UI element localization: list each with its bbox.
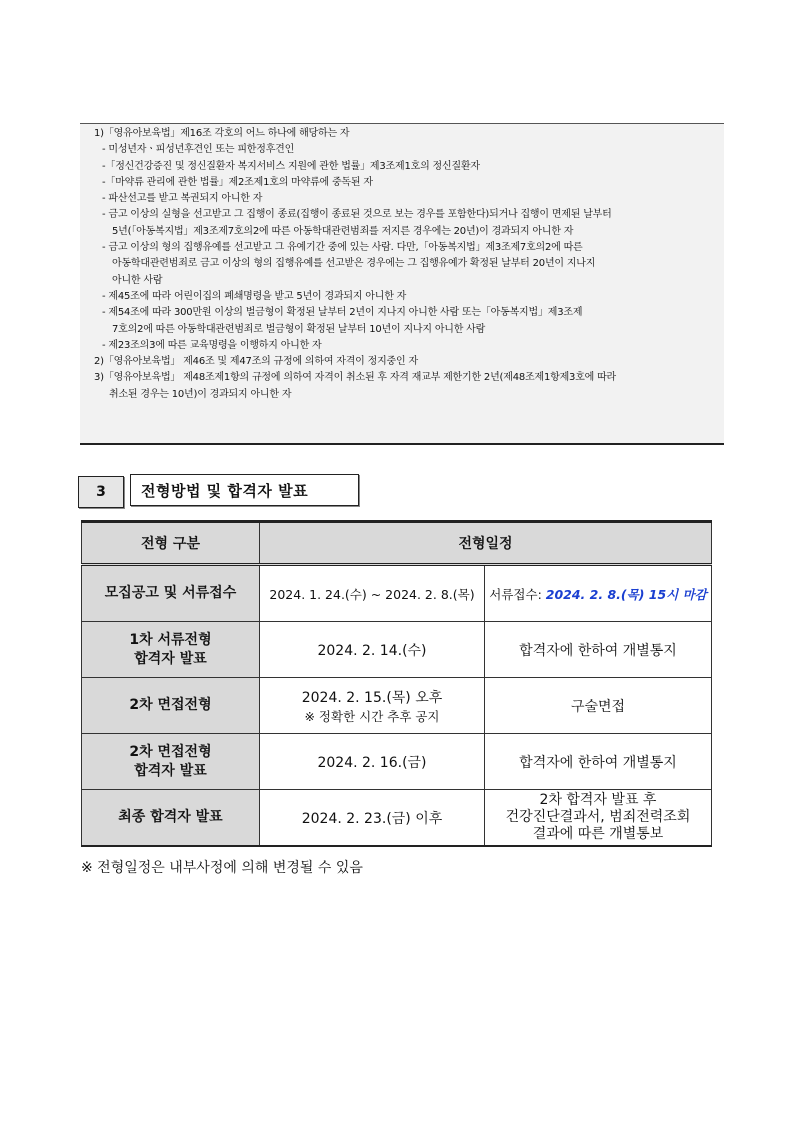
row-note [485,565,712,622]
date-line: 2024. 2. 15.(목) 오후 [301,689,443,706]
row-label: 2차 면접전형 [82,678,260,734]
table-row [82,790,712,847]
note-line: - 미성년자ㆍ피성년후견인 또는 피한정후견인 [102,144,295,156]
note-line: 아동학대관련범죄로 금고 이상의 형의 집행유예를 선고받은 경우에는 그 집행유예가 확정된 날부터 20년이 지나지 [112,258,596,270]
note-line: - 제45조에 따라 어린이집의 폐쇄명령을 받고 5년이 경과되지 아니한 자 [102,290,407,302]
section-number: 3 [78,476,124,508]
table-row [82,734,712,790]
note-line: 7호의2에 따른 아동학대관련범죄로 벌금형이 확정된 날부터 10년이 지나지 아니한 사람 [112,323,486,335]
row-date: 2024. 2. 23.(금) 이후 [260,790,485,847]
note-line: -「정신건강증진 및 정신질환자 복지서비스 지원에 관한 법률」제3조제1호의 정신질환자 [102,160,480,172]
row-date: 2024. 2. 14.(수) [260,622,485,678]
row-note: 구술면접 [485,678,712,734]
note-line: - 제23조의3에 따른 교육명령을 이행하지 아니한 자 [102,339,322,351]
deadline-highlight: 2024. 2. 8.(목) 15시 마감 [545,586,707,602]
label-line: 1차 서류전형 [129,631,212,648]
row-label [82,734,260,790]
row-date: 2024. 1. 24.(수) ~ 2024. 2. 8.(목) [260,565,485,622]
row-date [260,678,485,734]
schedule-table [81,520,712,847]
table-row [82,622,712,678]
header-schedule: 전형일정 [260,522,712,565]
note-line: 아니한 사람 [112,274,163,286]
note-line: 2차 합격자 발표 후 [539,792,657,808]
table-row [82,565,712,622]
note-line: 취소된 경우는 10년)이 경과되지 아니한 자 [109,388,292,400]
note-line: 1)「영유아보육법」제16조 각호의 어느 하나에 해당하는 자 [94,128,350,139]
note-line: 3)「영유아보육법」 제48조제1항의 규정에 의하여 자격이 취소된 후 자격 재교부 제한기한 2년(제48조제1항제3호에 따라 [94,372,617,384]
schedule-footnote: ※ 전형일정은 내부사정에 의해 변경될 수 있음 [81,860,363,876]
note-line: 2)「영유아보육법」 제46조 및 제47조의 규정에 의하여 자격이 정지중인 자 [94,356,418,368]
note-prefix: 서류접수: [489,586,542,602]
table-row [82,678,712,734]
disqualification-notes-box [80,123,724,445]
section-title: 전형방법 및 합격자 발표 [130,474,359,506]
table-header-row [82,522,712,565]
note-line: 건강진단결과서, 범죄전력조회 [505,809,691,825]
note-line: - 금고 이상의 형의 집행유예를 선고받고 그 유예기간 중에 있는 사람. 다만,「아동복지법」제3조제7호의2에 따른 [102,242,583,254]
row-label: 최종 합격자 발표 [82,790,260,847]
row-date: 2024. 2. 16.(금) [260,734,485,790]
note-line: - 파산선고를 받고 복권되지 아니한 자 [102,193,263,205]
note-line: -「마약류 관리에 관한 법률」제2조제1호의 마약류에 중독된 자 [102,176,373,188]
row-note: 합격자에 한하여 개별통지 [485,734,712,790]
row-label [82,622,260,678]
note-line: 5년(「아동복지법」제3조제7호의2에 따른 아동학대관련범죄를 저지른 경우에는 20년)이 경과되지 아니한 자 [112,225,574,237]
header-category: 전형 구분 [82,522,260,565]
label-line: 합격자 발표 [134,762,207,779]
note-line: 결과에 따른 개별통보 [532,826,664,842]
note-line: - 금고 이상의 실형을 선고받고 그 집행이 종료(집행이 종료된 것으로 보는 경우를 포함한다)되거나 집행이 면제된 날부터 [102,209,612,221]
row-label: 모집공고 및 서류접수 [82,565,260,622]
row-note: 합격자에 한하여 개별통지 [485,622,712,678]
note-line: - 제54조에 따라 300만원 이상의 벌금형이 확정된 날부터 2년이 지나지 아니한 사람 또는「아동복지법」제3조제 [102,307,583,319]
row-note [485,790,712,847]
label-line: 2차 면접전형 [129,743,212,760]
date-line: ※ 정확한 시간 추후 공지 [304,708,440,724]
label-line: 합격자 발표 [134,650,207,667]
